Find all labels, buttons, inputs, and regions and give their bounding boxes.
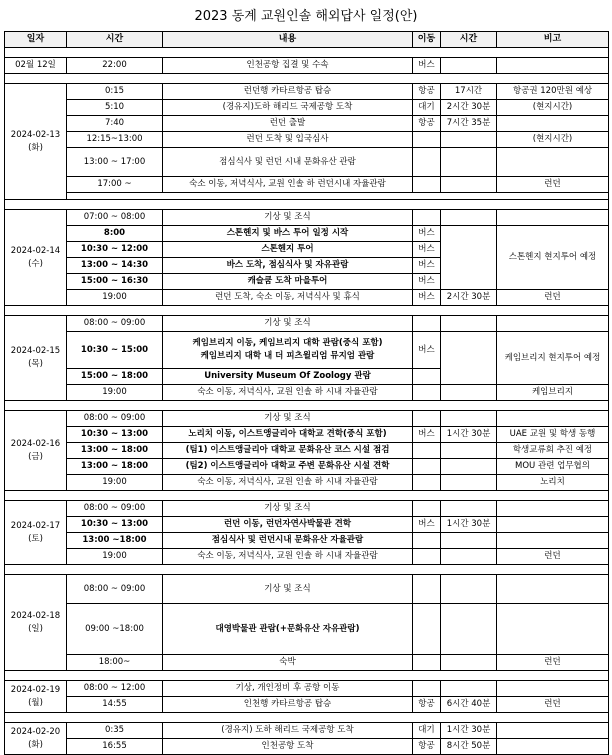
- content-cell: 런던 이동, 런던자연사박물관 견학: [163, 517, 413, 533]
- transport-cell: 버스: [413, 258, 441, 274]
- transport-cell: 버스: [413, 242, 441, 258]
- time-cell: 15:00 ~ 16:30: [67, 274, 163, 290]
- content-cell: 인천공항 집결 및 수속: [163, 58, 413, 74]
- time-cell: 22:00: [67, 58, 163, 74]
- table-row: [5, 739, 609, 755]
- duration-cell: 2시간 30분: [441, 290, 497, 306]
- note-cell: 런던: [497, 177, 609, 193]
- content-cell: (팀1) 이스트앵글리아 대학교 문화유산 코스 시설 점검: [163, 443, 413, 459]
- note-cell: [497, 681, 609, 697]
- duration-cell: [441, 177, 497, 193]
- content-cell: (경유지) 도하 해리드 국제공항 도착: [163, 723, 413, 739]
- header-transport: 이동: [413, 32, 441, 48]
- time-cell: 0:35: [67, 723, 163, 739]
- content-cell: 스톤헨지 투어: [163, 242, 413, 258]
- duration-cell: 2시간 30분: [441, 100, 497, 116]
- transport-cell: [413, 655, 441, 671]
- time-cell: 18:00~: [67, 655, 163, 671]
- content-cell: 런던행 카타르항공 탑승: [163, 84, 413, 100]
- table-row: [5, 549, 609, 565]
- duration-cell: [441, 549, 497, 565]
- content-cell: 기상 및 조식: [163, 501, 413, 517]
- duration-cell: [441, 459, 497, 475]
- transport-cell: [413, 132, 441, 148]
- content-cell: 스톤헨지 및 바스 투어 일정 시작: [163, 226, 413, 242]
- time-cell: 15:00 ~ 18:00: [67, 369, 163, 385]
- duration-cell: 1시간 30분: [441, 723, 497, 739]
- transport-cell: 버스: [413, 290, 441, 306]
- content-cell: 인천행 카타르항공 탑승: [163, 697, 413, 713]
- date-text: 2024-02-20: [10, 726, 61, 737]
- time-cell: 08:00 ~ 09:00: [67, 411, 163, 427]
- time-cell: 13:00 ~ 18:00: [67, 459, 163, 475]
- table-row: [5, 575, 609, 604]
- content-cell: 노리치 이동, 이스트앵글리아 대학교 견학(중식 포함): [163, 427, 413, 443]
- transport-cell: [413, 533, 441, 549]
- content-cell: 기상 및 조식: [163, 411, 413, 427]
- content-cell: 기상 및 조식: [163, 210, 413, 226]
- table-row: [5, 443, 609, 459]
- time-cell: 13:00 ~ 14:30: [67, 258, 163, 274]
- note-cell: 스톤헨지 현지투어 예정: [497, 226, 609, 290]
- day-text: (목): [28, 359, 43, 369]
- transport-cell: [413, 443, 441, 459]
- note-cell: [497, 148, 609, 177]
- note-cell: 케임브리지 현지투어 예정: [497, 332, 609, 385]
- table-row: [5, 723, 609, 739]
- table-row: [5, 132, 609, 148]
- time-cell: 07:00 ~ 08:00: [67, 210, 163, 226]
- duration-cell: [441, 443, 497, 459]
- transport-cell: [413, 411, 441, 427]
- page-title: 2023 동계 교원인솔 해외답사 일정(안): [194, 9, 418, 24]
- time-cell: 13:00 ~ 18:00: [67, 443, 163, 459]
- duration-cell: 6시간 40분: [441, 697, 497, 713]
- time-cell: 09:00 ~18:00: [67, 604, 163, 655]
- date-text: 2024-02-15: [10, 346, 61, 356]
- note-cell: [497, 517, 609, 533]
- date-cell: [5, 84, 67, 200]
- table-row: [5, 210, 609, 226]
- content-cell: 기상 및 조식: [163, 316, 413, 332]
- time-cell: 19:00: [67, 475, 163, 491]
- table-row: [5, 427, 609, 443]
- content-cell: 점심식사 및 런던 시내 문화유산 관람: [163, 148, 413, 177]
- transport-cell: [413, 177, 441, 193]
- table-row: [5, 84, 609, 100]
- transport-cell: [413, 148, 441, 177]
- transport-cell: [413, 549, 441, 565]
- table-row: [5, 501, 609, 517]
- table-row: [5, 681, 609, 697]
- table-row: [5, 100, 609, 116]
- content-cell: 런던 도착, 숙소 이동, 저녁식사 및 휴식: [163, 290, 413, 306]
- transport-cell: 항공: [413, 116, 441, 132]
- transport-cell: [413, 604, 441, 655]
- time-cell: 19:00: [67, 385, 163, 401]
- transport-cell: 버스: [413, 226, 441, 242]
- duration-cell: [441, 655, 497, 671]
- transport-cell: [413, 369, 441, 385]
- time-cell: 10:30 ~ 13:00: [67, 517, 163, 533]
- table-row: [5, 459, 609, 475]
- time-cell: 10:30 ~ 13:00: [67, 427, 163, 443]
- table-row: [5, 517, 609, 533]
- duration-cell: [441, 604, 497, 655]
- time-cell: 5:10: [67, 100, 163, 116]
- table-row: [5, 604, 609, 655]
- transport-cell: 버스: [413, 517, 441, 533]
- duration-cell: [441, 385, 497, 401]
- table-row: [5, 148, 609, 177]
- day-text: (토): [28, 533, 43, 544]
- table-header-row: [5, 32, 609, 48]
- content-cell: 바스 도착, 점심식사 및 자유관람: [163, 258, 413, 274]
- transport-cell: [413, 316, 441, 332]
- content-cell: 숙소 이동, 저녁식사, 교원 인솔 하 런던시내 자율관람: [163, 177, 413, 193]
- date-text: 2024-02-17: [10, 520, 61, 531]
- note-cell: UAE 교원 및 학생 동행: [497, 427, 609, 443]
- transport-cell: [413, 210, 441, 226]
- transport-cell: 항공: [413, 697, 441, 713]
- duration-cell: 1시간 30분: [441, 517, 497, 533]
- date-text: 2024-02-19: [10, 684, 61, 695]
- content-cell: 인천공항 도착: [163, 739, 413, 755]
- day-text: (월): [28, 697, 43, 708]
- content-cell: University Museum Of Zoology 관람: [163, 369, 413, 385]
- table-row: [5, 411, 609, 427]
- note-cell: 학생교류회 추진 예정: [497, 443, 609, 459]
- content-cell: 런던 도착 및 입국심사: [163, 132, 413, 148]
- date-cell: [5, 681, 67, 713]
- table-row: [5, 177, 609, 193]
- time-cell: 16:55: [67, 739, 163, 755]
- duration-cell: 17시간: [441, 84, 497, 100]
- note-cell: 런던: [497, 655, 609, 671]
- note-cell: [497, 316, 609, 332]
- note-cell: MOU 관련 업무협의: [497, 459, 609, 475]
- day-text: (화): [28, 142, 43, 153]
- time-cell: 08:00 ~ 09:00: [67, 575, 163, 604]
- content-cell: 숙소 이동, 저녁식사, 교원 인솔 하 시내 자율관람: [163, 475, 413, 491]
- content-cell: 숙박: [163, 655, 413, 671]
- date-cell: [5, 501, 67, 565]
- note-cell: (현지시간): [497, 132, 609, 148]
- note-cell: [497, 210, 609, 226]
- note-cell: [497, 501, 609, 517]
- note-cell: 케임브리지: [497, 385, 609, 401]
- content-cell: 런던 출발: [163, 116, 413, 132]
- transport-cell: [413, 459, 441, 475]
- note-cell: [497, 58, 609, 74]
- table-row: [5, 332, 609, 369]
- day-text: (금): [28, 451, 43, 462]
- duration-cell: 8시간 50분: [441, 739, 497, 755]
- duration-cell: [441, 316, 497, 332]
- date-cell: [5, 575, 67, 671]
- note-cell: [497, 739, 609, 755]
- time-cell: 08:00 ~ 09:00: [67, 316, 163, 332]
- table-row: [5, 533, 609, 549]
- note-cell: 항공권 120만원 예상: [497, 84, 609, 100]
- schedule-table: [4, 31, 609, 755]
- content-cell: 캐슬쿰 도착 마을투어: [163, 274, 413, 290]
- date-cell: [5, 411, 67, 491]
- date-text: 2024-02-13: [10, 129, 61, 140]
- day-text: (일): [28, 623, 43, 634]
- date-cell: [5, 316, 67, 401]
- transport-cell: [413, 475, 441, 491]
- time-cell: 14:55: [67, 697, 163, 713]
- note-cell: [497, 575, 609, 604]
- header-content: 내용: [163, 32, 413, 48]
- transport-cell: 버스: [413, 58, 441, 74]
- header-duration: 시간: [441, 32, 497, 48]
- transport-cell: [413, 385, 441, 401]
- content-cell: 기상, 개인정비 후 공항 이동: [163, 681, 413, 697]
- duration-cell: [441, 226, 497, 290]
- time-cell: 10:30 ~ 12:00: [67, 242, 163, 258]
- note-cell: [497, 723, 609, 739]
- transport-cell: [413, 501, 441, 517]
- duration-cell: [441, 411, 497, 427]
- time-cell: 19:00: [67, 549, 163, 565]
- note-cell: [497, 116, 609, 132]
- table-row: [5, 290, 609, 306]
- content-cell: 대영박물관 관람(+문화유산 자유관람): [163, 604, 413, 655]
- content-cell: 숙소 이동, 저녁식사, 교원 인솔 하 시내 자율관람: [163, 549, 413, 565]
- duration-cell: [441, 475, 497, 491]
- duration-cell: [441, 332, 497, 385]
- note-cell: 런던: [497, 290, 609, 306]
- time-cell: 10:30 ~ 15:00: [67, 332, 163, 369]
- note-cell: [497, 533, 609, 549]
- header-date: 일자: [5, 32, 67, 48]
- note-cell: 노리치: [497, 475, 609, 491]
- duration-cell: [441, 210, 497, 226]
- content-cell: [163, 332, 413, 369]
- table-row: [5, 385, 609, 401]
- table-row: [5, 116, 609, 132]
- date-cell: [5, 210, 67, 306]
- table-row: [5, 655, 609, 671]
- duration-cell: 1시간 30분: [441, 427, 497, 443]
- note-cell: [497, 411, 609, 427]
- header-note: 비고: [497, 32, 609, 48]
- duration-cell: 7시간 35분: [441, 116, 497, 132]
- duration-cell: [441, 148, 497, 177]
- transport-cell: 대기: [413, 100, 441, 116]
- note-cell: 런던: [497, 549, 609, 565]
- content-cell: 기상 및 조식: [163, 575, 413, 604]
- time-cell: 8:00: [67, 226, 163, 242]
- duration-cell: [441, 575, 497, 604]
- transport-cell: 항공: [413, 84, 441, 100]
- content-line: 케임브리지 이동, 케임브리지 대학 관람(중식 포함): [192, 338, 383, 348]
- date-cell: [5, 723, 67, 755]
- time-cell: 08:00 ~ 09:00: [67, 501, 163, 517]
- note-cell: (현지시간): [497, 100, 609, 116]
- table-row: [5, 697, 609, 713]
- note-cell: [497, 604, 609, 655]
- day-text: (화): [28, 739, 43, 750]
- content-cell: 점심식사 및 런던시내 문화유산 자율관람: [163, 533, 413, 549]
- header-time: 시간: [67, 32, 163, 48]
- content-cell: 숙소 이동, 저녁식사, 교원 인솔 하 시내 자율관람: [163, 385, 413, 401]
- transport-cell: [413, 575, 441, 604]
- transport-cell: 버스: [413, 427, 441, 443]
- transport-cell: 버스: [413, 274, 441, 290]
- duration-cell: [441, 132, 497, 148]
- content-cell: (팀2) 이스트앵글리아 대학교 주변 문화유산 시설 견학: [163, 459, 413, 475]
- date-text: 2024-02-16: [10, 438, 61, 449]
- table-row: [5, 316, 609, 332]
- content-line: 케임브리지 대학 내 더 피츠윌리엄 뮤지엄 관람: [200, 351, 375, 361]
- time-cell: 7:40: [67, 116, 163, 132]
- time-cell: 08:00 ~ 12:00: [67, 681, 163, 697]
- day-text: (수): [28, 258, 43, 269]
- note-cell: 런던: [497, 697, 609, 713]
- duration-cell: [441, 58, 497, 74]
- transport-cell: 버스: [413, 332, 441, 369]
- duration-cell: [441, 533, 497, 549]
- transport-cell: 항공: [413, 739, 441, 755]
- content-cell: (경유지)도하 해리드 국제공항 도착: [163, 100, 413, 116]
- date-text: 2024-02-18: [10, 610, 61, 621]
- time-cell: 0:15: [67, 84, 163, 100]
- transport-cell: [413, 681, 441, 697]
- time-cell: 13:00 ~18:00: [67, 533, 163, 549]
- time-cell: 19:00: [67, 290, 163, 306]
- table-row: [5, 226, 609, 242]
- duration-cell: [441, 501, 497, 517]
- date-text: 2024-02-14: [10, 245, 61, 256]
- duration-cell: [441, 681, 497, 697]
- table-row: [5, 58, 609, 74]
- table-row: [5, 475, 609, 491]
- time-cell: 12:15~13:00: [67, 132, 163, 148]
- time-cell: 17:00 ~: [67, 177, 163, 193]
- transport-cell: 대기: [413, 723, 441, 739]
- date-cell: 02월 12일: [5, 58, 67, 74]
- time-cell: 13:00 ~ 17:00: [67, 148, 163, 177]
